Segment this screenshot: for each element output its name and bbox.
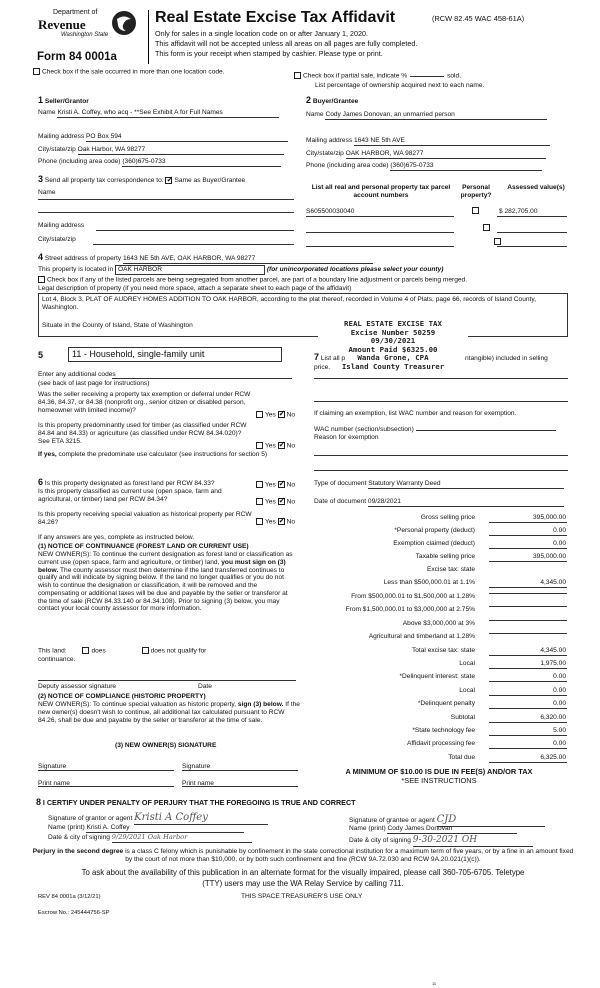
tax-row-label: From $500,000.01 to $1,500,000 at 1.28% (351, 593, 475, 600)
new-owner-sig-label-2: Signature (182, 763, 211, 770)
grantee-date-label: Date & city of signing (349, 837, 411, 844)
stamp-line-2: Excise Number 50259 (350, 327, 436, 337)
s5-q1-no-checkbox[interactable] (278, 411, 285, 418)
alt-format-line-1: To ask about the availability of this publication in an alternate format for the visually impaired, please call 360-705-6705. Teletype (81, 868, 525, 877)
s6-q2-no-checkbox[interactable] (278, 498, 285, 505)
form-rcw: (RCW 82.45 WAC 458-61A) (432, 14, 525, 23)
tax-row (305, 552, 567, 563)
section-7-number: 7 (314, 352, 320, 362)
does-not-label: does not qualify for (150, 647, 207, 655)
addl-codes-note: (see back of last page for instructions) (38, 380, 150, 387)
legal-box[interactable] (38, 293, 568, 337)
s7-line-1 (314, 378, 568, 379)
tax-row-value[interactable] (489, 620, 567, 621)
tax-row (305, 526, 567, 537)
notice-3-title: (3) NEW OWNER(S) SIGNATURE (115, 742, 217, 749)
s5-q2-answers (256, 442, 295, 450)
stamp-line-1: REAL ESTATE EXCISE TAX (344, 319, 442, 328)
grantee-sig-label: Signature of grantee or agent (349, 817, 435, 824)
personal-checkbox-2[interactable] (483, 224, 490, 231)
section-8-heading (36, 797, 356, 808)
located-row (38, 265, 443, 275)
assessed-col-header: Assessed value(s) (507, 184, 565, 191)
grantor-name-field[interactable]: Kristi A. Coffey (86, 824, 244, 833)
grantee-name-row (349, 825, 517, 834)
section-7-text-c: price. (314, 364, 331, 371)
form-title: Real Estate Excise Tax Affidavit (155, 9, 396, 26)
tax-row (305, 699, 567, 710)
ifyes-bold: If yes, (38, 451, 57, 458)
tax-row-value[interactable]: 0.00 (489, 687, 567, 696)
yes-label: Yes (265, 518, 276, 526)
buyer-phone-row (306, 162, 542, 171)
deputy-date-label: Date (198, 683, 212, 690)
section-2-heading (306, 95, 358, 106)
alt-format-line-2: (TTY) users may use the WA Relay Service by calling 711. (202, 879, 404, 888)
doc-type-row (314, 480, 564, 489)
legal-situate: Situate in the County of Island, State of Washington (42, 321, 193, 329)
seller-phone-field[interactable]: (360)675-0733 (122, 158, 281, 167)
ifyes-text: complete the predominate use calculator (see instructions for section 5) (58, 451, 268, 458)
deputy-label: Deputy assessor signature (38, 683, 117, 690)
deputy-line (38, 680, 296, 681)
this-land-row (38, 647, 206, 655)
multi-location-row (33, 68, 225, 76)
s6-q3-answers (256, 518, 295, 526)
new-owner-print-label-2: Print name (182, 780, 214, 787)
no-label: No (286, 518, 296, 526)
tax-row-value[interactable]: 4,345.00 (489, 579, 567, 588)
header-note-3: This form is your receipt when stamped by cashier. Please type or print. (155, 49, 383, 58)
section-1-title: Seller/Grantor (44, 98, 89, 105)
section-4-number: 4 (38, 252, 44, 262)
section-7-text-b: ntangible) included in selling (465, 355, 548, 362)
s5-q1-yes-checkbox[interactable] (256, 411, 263, 418)
buyer-mail-field[interactable]: 1643 NE 5th AVE (354, 137, 550, 146)
personal-checkbox-1[interactable] (472, 207, 479, 214)
section-5-number: 5 (38, 350, 44, 360)
tax-row (305, 672, 567, 683)
wac-field[interactable] (416, 430, 556, 431)
tax-corr-city-row (38, 236, 76, 244)
seller-phone-row (38, 158, 281, 167)
tax-row (305, 605, 567, 616)
wac-row (314, 426, 556, 434)
seller-name-field[interactable]: Kristi A. Coffey, who acq - **See Exhibit A for Full Names (57, 109, 279, 118)
doc-type-field[interactable]: Statutory Warranty Deed (368, 480, 564, 489)
s6-q1-yes-checkbox[interactable] (256, 481, 263, 488)
tax-row (305, 713, 567, 724)
stamp-line-3: 09/30/2021 (370, 336, 416, 346)
personal-col-header: Personal property? (460, 184, 492, 199)
tax-row-label: Total excise tax: state (411, 647, 475, 654)
buyer-city-row (306, 150, 546, 159)
grantee-name-field[interactable]: Cody James Donovan (387, 825, 517, 834)
tax-row-label: Less than $500,000.01 at 1.1% (383, 579, 475, 586)
notice-1-body (38, 551, 296, 613)
seller-mail-field[interactable]: PO Box 594 (86, 133, 288, 142)
certification-text: I CERTIFY UNDER PENALTY OF PERJURY THAT THE FOREGOING IS TRUE AND CORRECT (42, 798, 356, 807)
buyer-mail-label: Mailing address (306, 137, 353, 144)
minimum-fee-note: A MINIMUM OF $10.00 IS DUE IN FEE(S) AND/OR TAX (345, 767, 533, 776)
tax-row-label: Local (459, 687, 475, 694)
tax-corr-mail-label: Mailing address (38, 222, 85, 229)
partial-sale-checkbox[interactable] (294, 72, 301, 79)
s6-q1-text: Is this property designated as forest land per RCW 84.33? (44, 480, 215, 487)
notice-1-a: NEW OWNER(S): To continue the current designation as forest land or classification as current use (open space, farm and agriculture, or timber) land, (38, 551, 293, 566)
seller-mail-label: Mailing address (38, 133, 85, 140)
tax-row (305, 659, 567, 670)
does-not-checkbox[interactable] (142, 647, 149, 654)
logo-state: Washington State (61, 32, 109, 38)
tax-row (305, 686, 567, 697)
page-number: 11 (432, 981, 437, 986)
s5-q1-answers (256, 411, 295, 419)
tax-row-value[interactable]: 395,000.00 (489, 553, 567, 562)
seller-city-label: City/state/zip (38, 146, 76, 153)
s6-answers-note: If any answers are yes, complete as instructed below. (38, 534, 195, 541)
tax-row-value[interactable]: 0.00 (489, 540, 567, 549)
section-7-text-a: List all p (320, 355, 346, 362)
section-3-row (38, 174, 245, 185)
tax-row-value[interactable] (489, 606, 567, 607)
doc-date-label: Date of document (314, 498, 367, 505)
tax-row-label: *Delinquent penalty (417, 700, 475, 707)
s6-q2: Is this property classified as current use (open space, farm and agricultural, or timber) land per RCW 84.34? (38, 488, 222, 503)
no-label: No (286, 411, 296, 419)
tax-row (305, 726, 567, 737)
tax-corr-name-line-1 (38, 199, 294, 200)
grantee-signature[interactable]: CJD (437, 814, 545, 827)
form-number: Form 84 0001a (37, 51, 117, 63)
section-6-number: 6 (38, 477, 44, 487)
personal-checkbox-3[interactable] (494, 238, 501, 245)
tax-row-label: Local (459, 660, 475, 667)
tax-row-value[interactable]: 0.00 (489, 527, 567, 536)
legal-label: Legal description of property (if you need more space, attach a separate sheet to each page of the affidavit) (38, 285, 352, 292)
tax-row-value[interactable]: 4,345.00 (489, 647, 567, 656)
assessed-line-3 (497, 246, 567, 247)
reason-line-2 (314, 470, 568, 471)
logo-dept: Department of (53, 9, 98, 16)
grantor-date-label: Date & city of signing (48, 834, 110, 841)
section-3-text: Send all property tax correspondence to: (44, 177, 164, 184)
grantor-date-row (48, 834, 252, 843)
tax-row-value[interactable]: 5.00 (489, 727, 567, 736)
tax-corr-mail-row (38, 222, 294, 230)
this-land-label: This land: (38, 647, 67, 655)
header-divider (148, 10, 149, 64)
partial-percent-field[interactable] (410, 76, 444, 77)
does-checkbox[interactable] (82, 647, 89, 654)
perjury-bold: Perjury in the second degree (32, 848, 124, 855)
same-as-buyer-checkbox[interactable] (165, 177, 172, 184)
tax-row (305, 592, 567, 603)
use-code-select[interactable]: 11 - Household, single-family unit (68, 347, 282, 362)
notice-1-title: (1) NOTICE OF CONTINUANCE (FOREST LAND OR CURRENT USE) (38, 543, 249, 550)
tax-row-label: Taxable selling price (415, 553, 475, 560)
notice-2-body (38, 701, 300, 724)
parcel-line-3 (306, 246, 454, 247)
tax-row-label: Agricultural and timberland at 1.28% (368, 633, 475, 640)
tax-row-label: Exemption claimed (deduct) (393, 540, 475, 547)
buyer-city-field[interactable]: OAK HARBOR, WA 98277 (346, 150, 546, 159)
treasurer-stamp (318, 320, 468, 371)
tax-row-label: Affidavit processing fee (406, 740, 475, 747)
grantor-name-row (48, 824, 244, 833)
partial-sale-label: Check box if partial sale, indicate % (303, 72, 408, 80)
parcel-col-header: List all real and personal property tax parcel account numbers (311, 184, 451, 199)
s6-q2-yes-checkbox[interactable] (256, 498, 263, 505)
tax-row (305, 739, 567, 750)
tax-row (305, 619, 567, 630)
notice-2-c: If the new owner(s) doesn't wish to continue, all additional tax calculated pursuant to RCW 84.26, shall be due and payable by the seller or transferor at the time of sale. (38, 701, 300, 724)
perjury-text: is a class C felony which is punishable by confinement in the state correctional institution for a maximum term of five years, or by a fine in an amount fixed by the court of not more than $10,000, or by both such confinement and fine (RCW 9A.72.030 and RCW 9A.20.021(1)(c)). (125, 848, 574, 863)
tax-row-value[interactable]: 1,975.00 (489, 660, 567, 669)
tax-row-label: Total due (448, 754, 475, 761)
legal-description: Lot 4, Block 3, PLAT OF AUDREY HOMES ADDITION TO OAK HARBOR, according to the plat thereof, recorded in Volume 4 of Plats, page 66, records of Island County, Washington. (42, 296, 537, 311)
no-label: No (286, 481, 296, 489)
washington-w-icon (111, 10, 137, 36)
tax-row-value[interactable]: 6,325.00 (489, 754, 567, 763)
tax-row (305, 513, 567, 524)
seller-city-row (38, 146, 284, 155)
tax-row (305, 646, 567, 657)
seller-city-field[interactable]: Oak Harbor, WA 98277 (78, 146, 284, 155)
logo-agency: Revenue (38, 17, 86, 32)
parcel-line-2 (306, 232, 454, 233)
yes-label: Yes (265, 498, 276, 506)
segregated-label: Check box if any of the listed parcels are being segregated from another parcel, are part of a boundary line adjustment or parcels being merged. (47, 276, 468, 284)
yes-label: Yes (265, 481, 276, 489)
tax-corr-name-line-2 (38, 212, 294, 213)
section-3-number: 3 (38, 174, 44, 184)
doc-date-row (314, 498, 564, 507)
section-8-number: 8 (36, 797, 42, 807)
tax-row-value[interactable] (489, 593, 567, 594)
located-select[interactable]: OAK HARBOR (115, 265, 265, 275)
partial-sale-row (294, 72, 461, 80)
tax-corr-city-label: City/state/zip (38, 236, 76, 243)
notice-2-a: NEW OWNER(S): To continue special valuation as historic property, (38, 701, 237, 708)
exemption-label: If claiming an exemption, list WAC number and reason for exemption. (314, 410, 517, 417)
buyer-phone-field[interactable]: (360)675-0733 (390, 162, 542, 171)
wac-label: WAC number (section/subsection) (314, 426, 414, 433)
no-label: No (286, 442, 296, 450)
grantor-sig-label: Signature of grantor or agent (48, 815, 133, 822)
doc-date-field[interactable]: 09/28/2021 (368, 498, 564, 507)
stamp-line-5: Wanda Grone, CPA (357, 353, 429, 363)
new-owner-sig-label-1: Signature (38, 763, 67, 770)
grantor-date-field[interactable]: 9/29/2021 Oak Harbor (112, 834, 252, 843)
continuance-label: continuance. (38, 656, 76, 663)
s5-q2-yes-checkbox[interactable] (256, 442, 263, 449)
tax-row-label: Above $3,000,000 at 3% (402, 620, 475, 627)
reason-line-1 (314, 455, 568, 456)
multi-location-label: Check box if the sale occurred in more than one location code. (42, 68, 225, 76)
street-label: Street address of property (44, 255, 122, 262)
section-2-title: Buyer/Grantee (312, 98, 359, 105)
partial-sale-suffix: sold. (447, 72, 462, 80)
seller-name-row (38, 109, 294, 118)
grantee-date-row (349, 835, 533, 847)
s7-line-2 (314, 401, 568, 402)
s5-q2-no-checkbox[interactable] (278, 442, 285, 449)
segregated-checkbox[interactable] (38, 276, 45, 283)
yes-label: Yes (265, 411, 276, 419)
doc-type-label: Type of document (314, 480, 367, 487)
tax-row-value[interactable]: 395,000.00 (489, 514, 567, 523)
buyer-mail-row (306, 137, 550, 146)
seller-name-label: Name (38, 109, 56, 116)
tax-corr-name-row (38, 189, 56, 197)
s5-ifyes (38, 451, 278, 459)
section-1-number: 1 (38, 95, 44, 105)
tax-row-label: *Personal property (deduct) (394, 527, 475, 534)
tax-row-label: *State technology fee (412, 727, 475, 734)
s6-q3: Is this property receiving special valuation as historical property per RCW 84.26? (38, 511, 252, 526)
s5-q1: Was the seller receiving a property tax exemption or deferral under RCW 84.36, 84.37, or 84.38 (nonprofit org., senior citizen or disabled person, homeowner with limited income)? (38, 391, 251, 414)
header-note-2: This affidavit will not be accepted unless all areas on all pages are fully completed. (155, 39, 418, 48)
tax-row-label: Gross selling price (420, 514, 475, 521)
s5-q2: Is this property predominantly used for timber (as classified under RCW 84.84 and 84.33) or agriculture (as classified under RCW 84.34.020)? See ETA 3215. (38, 422, 247, 445)
tax-row-label: *Delinquent interest: state (399, 673, 475, 680)
s6-q2-answers (256, 498, 295, 506)
located-note: (for unincorporated locations please select your county) (266, 266, 444, 273)
street-field[interactable]: 1643 NE 5th AVE, OAK HARBOR, WA 98277 (123, 255, 373, 264)
escrow-number: Escrow No.: 245444756-SP (38, 910, 110, 916)
section-1-heading (38, 95, 89, 106)
same-as-buyer-label: Same as Buyer/Grantee (174, 177, 246, 184)
tax-row-value[interactable]: 0.00 (489, 740, 567, 749)
seller-mail-row (38, 133, 288, 142)
treasurer-use-label: THIS SPACE TREASURER'S USE ONLY (241, 893, 363, 900)
does-label: does (91, 647, 106, 655)
s6-q1-no-checkbox[interactable] (278, 481, 285, 488)
buyer-name-row (306, 111, 547, 120)
s6-q3-yes-checkbox[interactable] (256, 518, 263, 525)
notice-2-b: sign (3) below. (237, 701, 284, 708)
section-7-row (314, 352, 345, 363)
tax-corr-city-line (93, 244, 294, 245)
tax-row (305, 565, 567, 576)
grantor-signature[interactable]: Kristi A Coffey (134, 812, 268, 825)
grantee-name-label: Name (print) (349, 825, 386, 832)
notice-2-title: (2) NOTICE OF COMPLIANCE (HISTORIC PROPERTY) (38, 693, 206, 700)
tax-row-value[interactable]: 0.00 (489, 700, 567, 709)
s6-q3-no-checkbox[interactable] (278, 518, 285, 525)
buyer-name-field[interactable]: Cody James Donovan, an unmarried person (325, 111, 547, 120)
s6-q1-answers (256, 481, 295, 489)
header-note-1: Only for sales in a single location code on or after January 1, 2020. (155, 29, 368, 38)
tax-corr-mail-line (96, 230, 294, 231)
grantor-name-label: Name (print) (48, 824, 85, 831)
buyer-name-label: Name (306, 111, 324, 118)
grantor-sig-row (48, 812, 268, 825)
tax-row (305, 632, 567, 643)
tax-row (305, 539, 567, 550)
see-instructions: *SEE INSTRUCTIONS (401, 776, 477, 785)
tax-row-value[interactable]: 0.00 (489, 673, 567, 682)
section-2-number: 2 (306, 95, 312, 105)
grantee-date-field[interactable]: 9-30-2021 OH (413, 835, 533, 847)
buyer-phone-label: Phone (including area code) (306, 162, 389, 169)
notice-1-c: The county assessor must then determine if the land transferred continues to qualify and will indicate by signing below. If the land no longer qualifies or you do not wish to continue the designation or classification, it will be removed and the compensating or additional taxes will be due and payable by the seller or transferor at the time of sale (RCW 84.33.140 or 84.34.108). Prior to signing (3) below, you may contact your local county assessor for more information. (38, 566, 288, 613)
assessed-field-1[interactable]: $ 282,705.00 (497, 208, 567, 217)
multi-location-checkbox[interactable] (33, 68, 40, 75)
tax-row-value[interactable] (489, 633, 567, 634)
stamp-line-4: Amount Paid $6325.00 (348, 344, 438, 354)
reason-label: Reason for exemption (314, 434, 379, 441)
addl-codes-line (112, 378, 292, 379)
new-owner-print-label-1: Print name (38, 780, 70, 787)
seller-phone-label: Phone (including area code) (38, 158, 121, 165)
revision-label: REV 84 0001a (3/12/21) (38, 894, 101, 900)
notice-1-b: you must sign on (3) below. (38, 558, 286, 574)
addl-codes-label: Enter any additional codes (38, 371, 116, 378)
tax-row-value[interactable]: 6,320.00 (489, 714, 567, 723)
street-row (38, 252, 373, 264)
tax-row-label: From $1,500,000.01 to $3,000,000 at 2.75% (345, 606, 475, 613)
perjury-notice (30, 848, 576, 864)
tax-row (305, 753, 567, 764)
buyer-city-label: City/state/zip (306, 150, 344, 157)
located-label: This property is located in (38, 266, 114, 273)
revenue-logo (35, 9, 147, 45)
assessed-line-2 (497, 232, 567, 233)
yes-label: Yes (265, 442, 276, 450)
stamp-line-6: Island County Treasurer (341, 361, 445, 371)
parcel-field-1[interactable]: S605500030040 (306, 208, 454, 217)
s6-q1 (38, 477, 258, 488)
partial-sale-note: List percentage of ownership acquired next to each name. (315, 82, 485, 89)
tax-row-label: Subtotal (450, 714, 475, 721)
segregated-row (38, 276, 568, 284)
tax-row-label: Excise tax: state (426, 566, 475, 573)
tax-row (305, 578, 567, 589)
no-label: No (286, 498, 296, 506)
tax-corr-name-label: Name (38, 189, 56, 196)
